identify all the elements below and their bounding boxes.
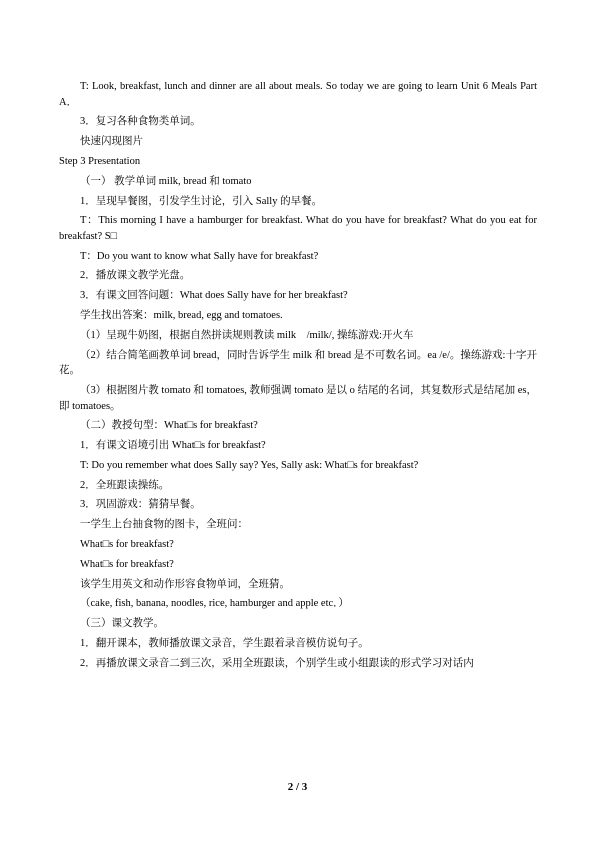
document-paragraph: 该学生用英文和动作形容食物单词，全班猜。	[80, 578, 290, 590]
document-paragraph: 3．巩固游戏：猜猜早餐。	[80, 499, 201, 511]
document-paragraph: T: Look, breakfast, lunch and dinner are all about meals. So today we are going to learn Unit 6 Meals Part A．	[59, 81, 537, 108]
document-paragraph: 3．复习各种食物类单词。	[80, 116, 201, 128]
document-paragraph: What□s for breakfast?	[80, 539, 174, 550]
document-paragraph: 2．播放课文教学光盘。	[80, 270, 191, 282]
document-body	[59, 79, 537, 671]
document-paragraph: 快速闪现图片	[80, 136, 143, 148]
document-paragraph: （3）根据图片教 tomato 和 tomatoes, 教师强调 tomato 是以 o 结尾的名词，其复数形式是结尾加 es，即 tomatoes。	[59, 384, 537, 412]
document-paragraph: 2．全班跟读操练。	[80, 479, 170, 491]
document-paragraph: 学生找出答案：milk, bread, egg and tomatoes.	[80, 310, 283, 321]
document-paragraph: T：This morning I have a hamburger for breakfast. What do you have for breakfast? What do you eat for breakfast? S□	[59, 215, 537, 242]
document-paragraph: What□s for breakfast?	[80, 558, 174, 570]
document-paragraph: 3．有课文回答问题：What does Sally have for her breakfast?	[80, 290, 348, 302]
document-paragraph: （cake, fish, banana, noodles, rice, hamburger and apple etc．）	[80, 598, 349, 610]
document-paragraph: T: Do you remember what does Sally say? Yes, Sally ask: What□s for breakfast?	[80, 459, 419, 471]
document-paragraph: （二）教授句型：What□s for breakfast?	[80, 420, 258, 432]
document-paragraph: （2）结合简笔画教单词 bread，同时告诉学生 milk 和 bread 是不可数名词。ea /e/。操练游戏:十字开花。	[59, 349, 537, 377]
document-paragraph: 2．再播放课文录音二到三次，采用全班跟读，个别学生或小组跟读的形式学习对话内	[80, 657, 474, 669]
page-number: 2 / 3	[287, 781, 308, 793]
document-paragraph: （1）呈现牛奶图，根据自然拼读规则教读 milk /milk/, 操练游戏:开火车	[80, 329, 414, 341]
document-paragraph: Step 3 Presentation	[59, 155, 141, 167]
document-paragraph: （一） 教学单词 milk, bread 和 tomato	[80, 175, 252, 187]
document-paragraph: 1．翻开课本，教师播放课文录音，学生跟着录音模仿说句子。	[80, 637, 369, 649]
document-paragraph: （三）课文教学。	[80, 618, 164, 630]
document-paragraph: T：Do you want to know what Sally have for breakfast?	[80, 250, 319, 262]
document-paragraph: 一学生上台抽食物的图卡，全班问：	[80, 519, 248, 531]
document-paragraph: 1．呈现早餐图，引发学生讨论，引入 Sally 的早餐。	[80, 195, 323, 207]
document-paragraph: 1．有课文语境引出 What□s for breakfast?	[80, 440, 266, 452]
